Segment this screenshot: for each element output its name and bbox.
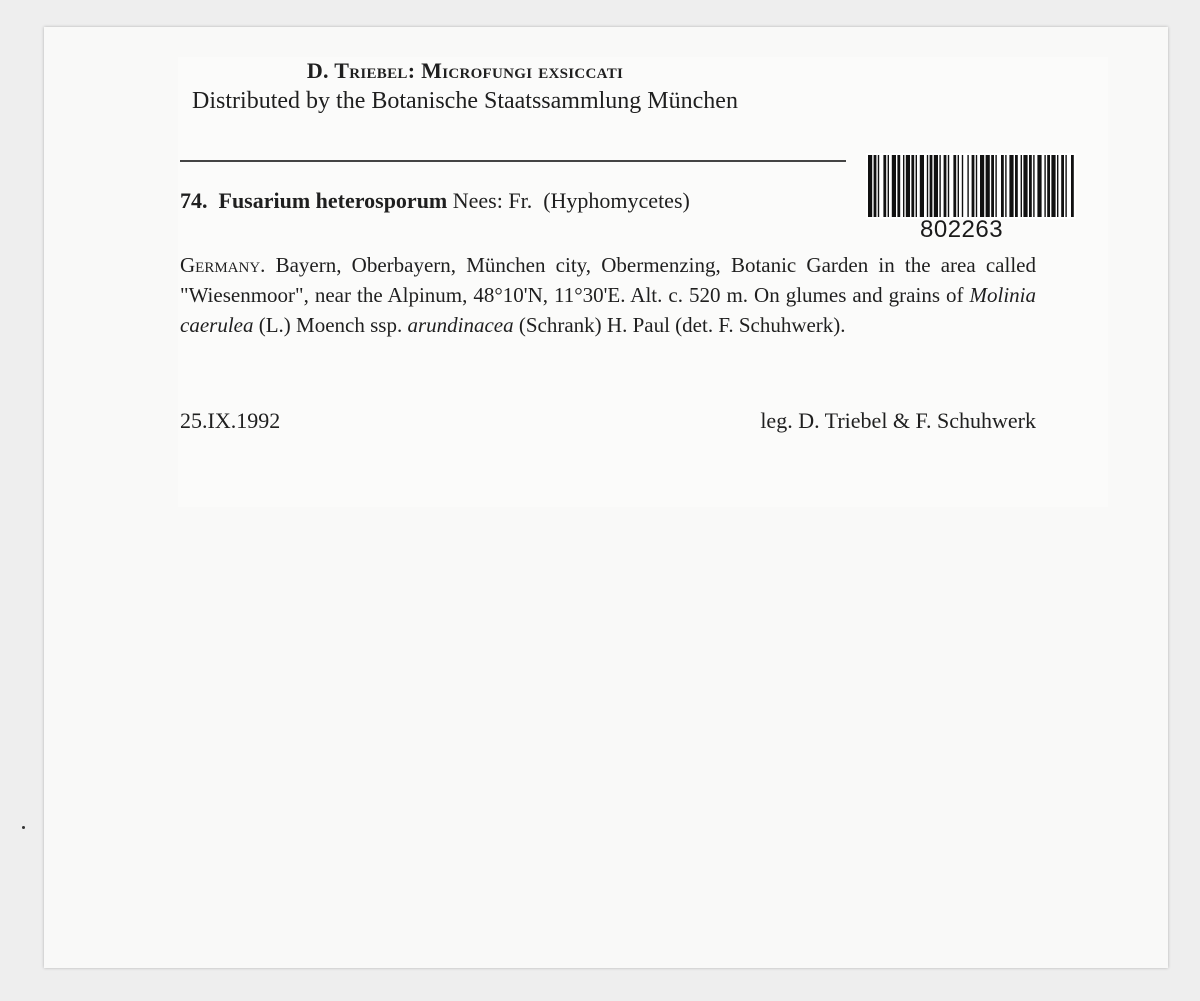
exsiccata-title: D. Triebel: Microfungi exsiccati bbox=[306, 58, 624, 83]
barcode-bar bbox=[1033, 155, 1034, 217]
taxon-group: (Hyphomycetes) bbox=[543, 188, 690, 213]
barcode-bar bbox=[927, 155, 928, 217]
locality-text bbox=[180, 250, 1036, 340]
barcode-bar bbox=[1071, 155, 1074, 217]
barcode-bar bbox=[903, 155, 904, 217]
barcode-bar bbox=[906, 155, 910, 217]
barcode-bar bbox=[1051, 155, 1055, 217]
collectors: leg. D. Triebel & F. Schuhwerk bbox=[760, 408, 1036, 433]
barcode-bar bbox=[897, 155, 900, 217]
barcode-bar bbox=[980, 155, 984, 217]
barcode-bar bbox=[1037, 155, 1041, 217]
barcode-bar bbox=[1021, 155, 1022, 217]
barcode-bar bbox=[1005, 155, 1006, 217]
barcode-bar bbox=[888, 155, 889, 217]
exsiccata-number: 74. bbox=[180, 188, 208, 213]
barcode-bar bbox=[920, 155, 924, 217]
barcode-bar bbox=[1023, 155, 1027, 217]
barcode-bar bbox=[874, 155, 877, 217]
barcode-bar bbox=[878, 155, 879, 217]
barcode-bar bbox=[911, 155, 914, 217]
barcode-bar bbox=[962, 155, 963, 217]
barcode-bar bbox=[958, 155, 959, 217]
locality-part-1: . Bayern, Oberbayern, München city, Obermenzing, Botanic Garden in the area called "Wiesenmoor", near the Alpinum, 48°10'N, 11°30'E. Alt. c. 520 m. On glumes and grains of bbox=[180, 253, 1036, 307]
barcode-number: 802263 bbox=[920, 216, 1004, 243]
barcode-bar bbox=[1044, 155, 1045, 217]
taxon-authority: Nees: Fr. bbox=[452, 188, 533, 213]
host-species: Molinia caerulea bbox=[180, 283, 1036, 337]
barcode-bar bbox=[967, 155, 968, 217]
barcode-image bbox=[866, 153, 1076, 219]
barcode-bar bbox=[976, 155, 977, 217]
barcode-bar bbox=[986, 155, 990, 217]
collection-date: 25.IX.1992 bbox=[180, 408, 281, 433]
taxon-name: Fusarium heterosporum bbox=[218, 188, 448, 213]
divider-rule bbox=[180, 160, 846, 162]
barcode-bar bbox=[991, 155, 994, 217]
barcode-bar bbox=[972, 155, 975, 217]
barcode-bar bbox=[1057, 155, 1058, 217]
dust-speck bbox=[22, 826, 25, 829]
barcode-bar bbox=[1015, 155, 1018, 217]
barcode-bar bbox=[1009, 155, 1013, 217]
barcode-bar bbox=[868, 155, 872, 217]
barcode-bar bbox=[1065, 155, 1066, 217]
host-subspecies: arundinacea bbox=[407, 313, 514, 337]
barcode-bar bbox=[995, 155, 996, 217]
barcode-bar bbox=[948, 155, 949, 217]
barcode-bar bbox=[1029, 155, 1032, 217]
barcode-bar bbox=[883, 155, 886, 217]
species-line bbox=[180, 188, 690, 214]
barcode-bar bbox=[1001, 155, 1004, 217]
barcode-bar bbox=[1061, 155, 1064, 217]
barcode-bar bbox=[892, 155, 896, 217]
country: Germany bbox=[180, 253, 261, 277]
barcode-bar bbox=[939, 155, 940, 217]
barcode-bar bbox=[944, 155, 947, 217]
barcode-bar bbox=[930, 155, 933, 217]
locality-part-3: (Schrank) H. Paul (det. F. Schuhwerk). bbox=[513, 313, 846, 337]
barcode-bar bbox=[953, 155, 956, 217]
distributor-line: Distributed by the Botanische Staatssammlung München bbox=[192, 88, 738, 114]
barcode-bar bbox=[1047, 155, 1050, 217]
barcode-bar bbox=[916, 155, 917, 217]
locality-part-2: (L.) Moench ssp. bbox=[253, 313, 408, 337]
barcode-bar bbox=[934, 155, 938, 217]
